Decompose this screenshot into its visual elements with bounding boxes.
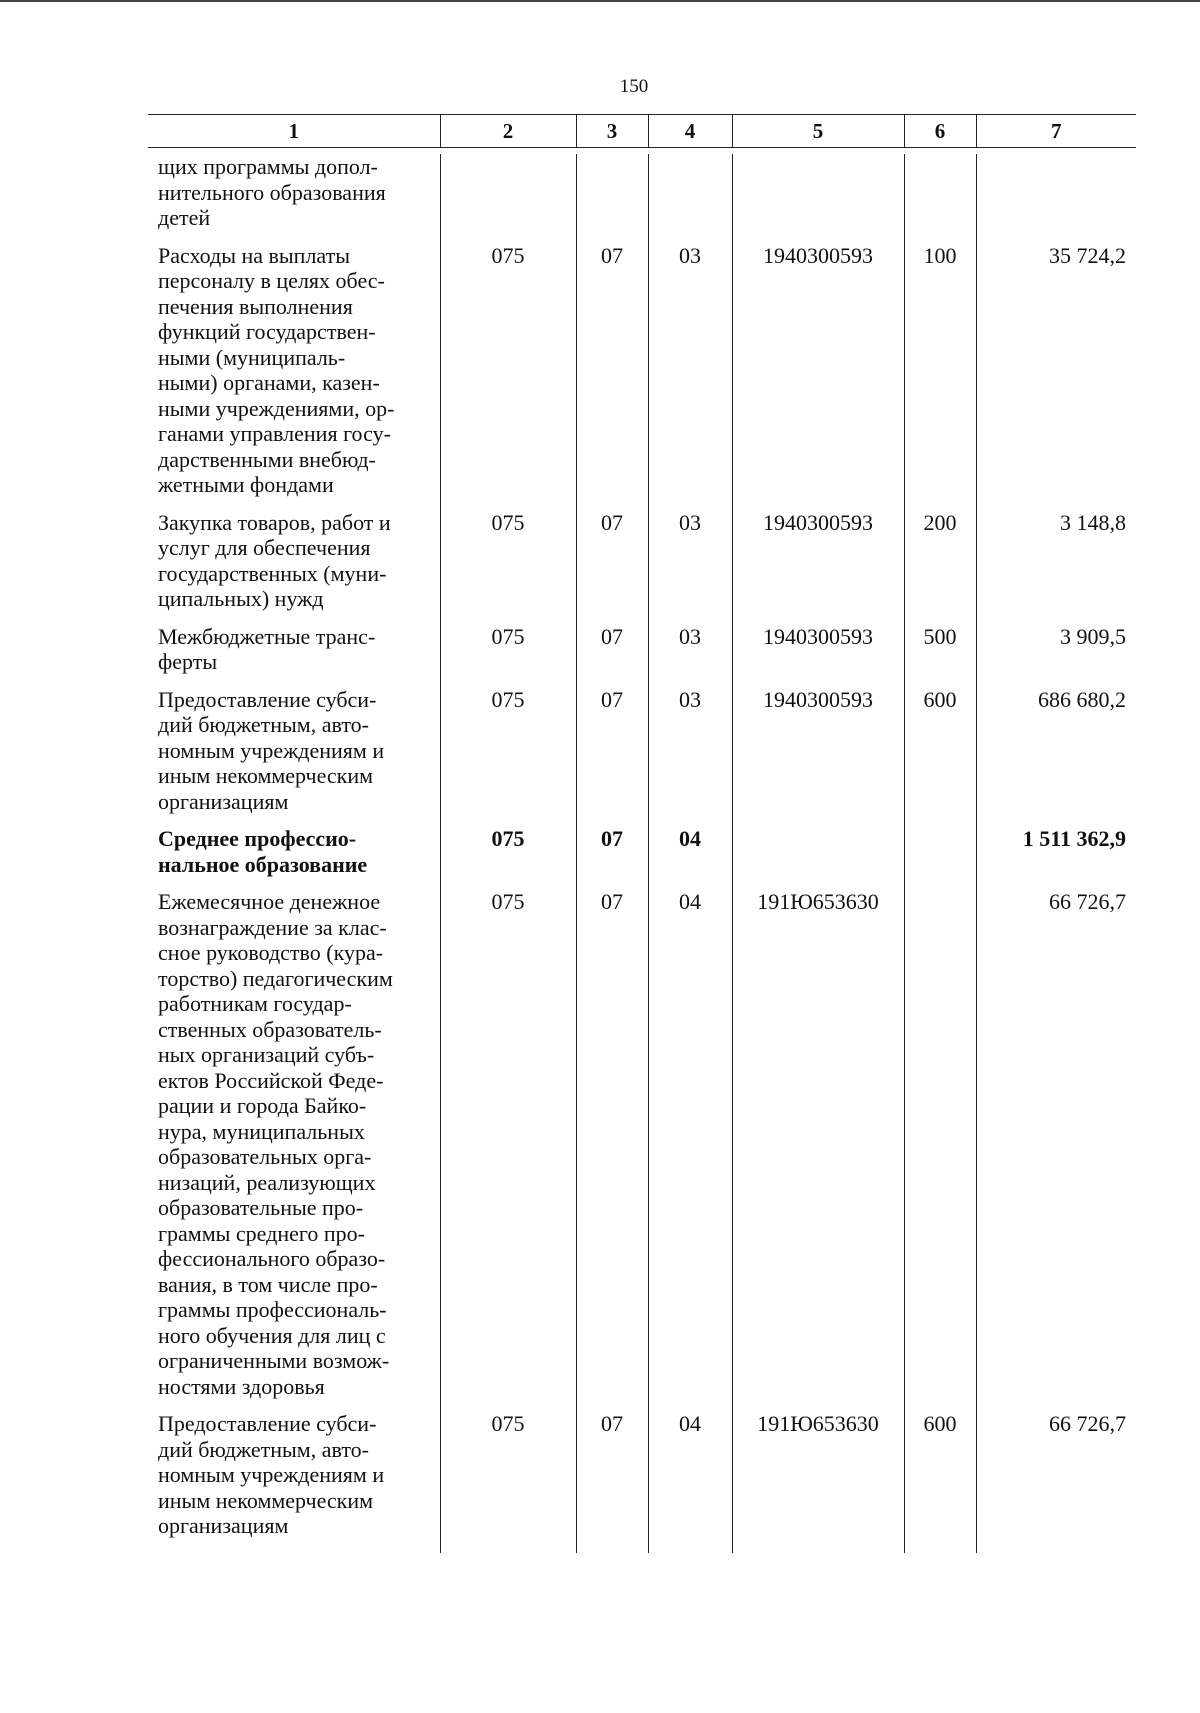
- table-row: [148, 243, 1136, 510]
- cell-ministry-code: 075: [440, 624, 576, 687]
- cell-subsection: 04: [648, 1411, 732, 1553]
- cell-section: [576, 154, 648, 243]
- cell-expense-type: 600: [904, 687, 976, 827]
- cell-expense-type: 100: [904, 243, 976, 510]
- cell-subsection: [648, 154, 732, 243]
- cell-ministry-code: 075: [440, 1411, 576, 1553]
- cell-expense-type: [904, 889, 976, 1411]
- cell-expense-name: Среднее профессио- нальное образование: [158, 826, 368, 877]
- table-row: [148, 624, 1136, 687]
- cell-subsection: 03: [648, 510, 732, 624]
- cell-ministry-code: [440, 154, 576, 243]
- cell-ministry-code: 075: [440, 510, 576, 624]
- header-col-1: 1: [148, 115, 440, 148]
- cell-expense-name: Расходы на выплаты персоналу в целях обес- печения выполнения функций государствен- ными (муниципаль- ными) органами, казен- ными учреждениями, ор- ганами управления госу- дарственными внебюд- жетными фондами: [158, 242, 395, 497]
- cell-expense-type: 500: [904, 624, 976, 687]
- page-number: 150: [619, 76, 649, 97]
- cell-expense-name: Предоставление субси- дий бюджетным, авто- номным учреждениям и иным некоммерческим организациям: [158, 686, 385, 814]
- cell-target-article: 1940300593: [732, 687, 904, 827]
- cell-subsection: 04: [648, 826, 732, 889]
- cell-section: 07: [576, 624, 648, 687]
- header-col-3: 3: [576, 115, 648, 148]
- cell-amount: 35 724,2: [976, 243, 1136, 510]
- cell-amount: 3 909,5: [976, 624, 1136, 687]
- cell-section: 07: [576, 826, 648, 889]
- cell-expense-type: [904, 826, 976, 889]
- table-header: [148, 115, 1136, 155]
- cell-target-article: 1940300593: [732, 624, 904, 687]
- header-col-2: 2: [440, 115, 576, 148]
- cell-ministry-code: 075: [440, 889, 576, 1411]
- cell-expense-name: Предоставление субси- дий бюджетным, авто- номным учреждениям и иным некоммерческим организациям: [158, 1411, 385, 1538]
- budget-table-container: [148, 114, 1136, 1553]
- cell-expense-type: [904, 154, 976, 243]
- cell-subsection: 03: [648, 243, 732, 510]
- cell-subsection: 03: [648, 687, 732, 827]
- cell-expense-name: щих программы допол- нительного образования детей: [158, 154, 386, 230]
- cell-section: 07: [576, 889, 648, 1411]
- cell-target-article: [732, 826, 904, 889]
- cell-ministry-code: 075: [440, 687, 576, 827]
- cell-amount: 66 726,7: [976, 889, 1136, 1411]
- header-col-5: 5: [732, 115, 904, 148]
- budget-table: [148, 114, 1136, 1553]
- page-top-border: [0, 0, 1200, 2]
- header-col-7: 7: [976, 115, 1136, 148]
- table-row: [148, 889, 1136, 1411]
- cell-target-article: [732, 154, 904, 243]
- cell-amount: 66 726,7: [976, 1411, 1136, 1553]
- table-row: [148, 687, 1136, 827]
- cell-amount: [976, 154, 1136, 243]
- header-col-6: 6: [904, 115, 976, 148]
- cell-ministry-code: 075: [440, 243, 576, 510]
- cell-subsection: 03: [648, 624, 732, 687]
- cell-expense-type: 600: [904, 1411, 976, 1553]
- cell-amount: 3 148,8: [976, 510, 1136, 624]
- table-body: [148, 154, 1136, 1553]
- cell-amount: 686 680,2: [976, 687, 1136, 827]
- cell-section: 07: [576, 1411, 648, 1553]
- cell-expense-name: Межбюджетные транс- ферты: [158, 623, 376, 674]
- table-row: [148, 510, 1136, 624]
- cell-target-article: 1940300593: [732, 510, 904, 624]
- cell-ministry-code: 075: [440, 826, 576, 889]
- cell-expense-name: Закупка товаров, работ и услуг для обеспечения государственных (муни- ципальных) нужд: [158, 509, 391, 611]
- cell-target-article: 1940300593: [732, 243, 904, 510]
- cell-section: 07: [576, 510, 648, 624]
- cell-section: 07: [576, 243, 648, 510]
- cell-target-article: 191Ю653630: [732, 889, 904, 1411]
- cell-expense-type: 200: [904, 510, 976, 624]
- table-row: [148, 1411, 1136, 1553]
- cell-target-article: 191Ю653630: [732, 1411, 904, 1553]
- cell-expense-name: Ежемесячное денежное вознаграждение за клас- сное руководство (кура- торство) педагогическим работникам государ- ственных образователь- ных организаций субъ- ектов Российской Феде- рации и города Байко- нура, муниципальных образовательных орга- низаций, реализующих образовательные про- граммы среднего про- фессионального образо- вания, в том числе про- граммы профессиональ- ного обучения для лиц с ограниченными возмож- ностями здоровья: [158, 889, 393, 1399]
- header-col-4: 4: [648, 115, 732, 148]
- cell-section: 07: [576, 687, 648, 827]
- cell-amount: 1 511 362,9: [976, 826, 1136, 889]
- table-row: [148, 154, 1136, 243]
- table-row: [148, 826, 1136, 889]
- cell-subsection: 04: [648, 889, 732, 1411]
